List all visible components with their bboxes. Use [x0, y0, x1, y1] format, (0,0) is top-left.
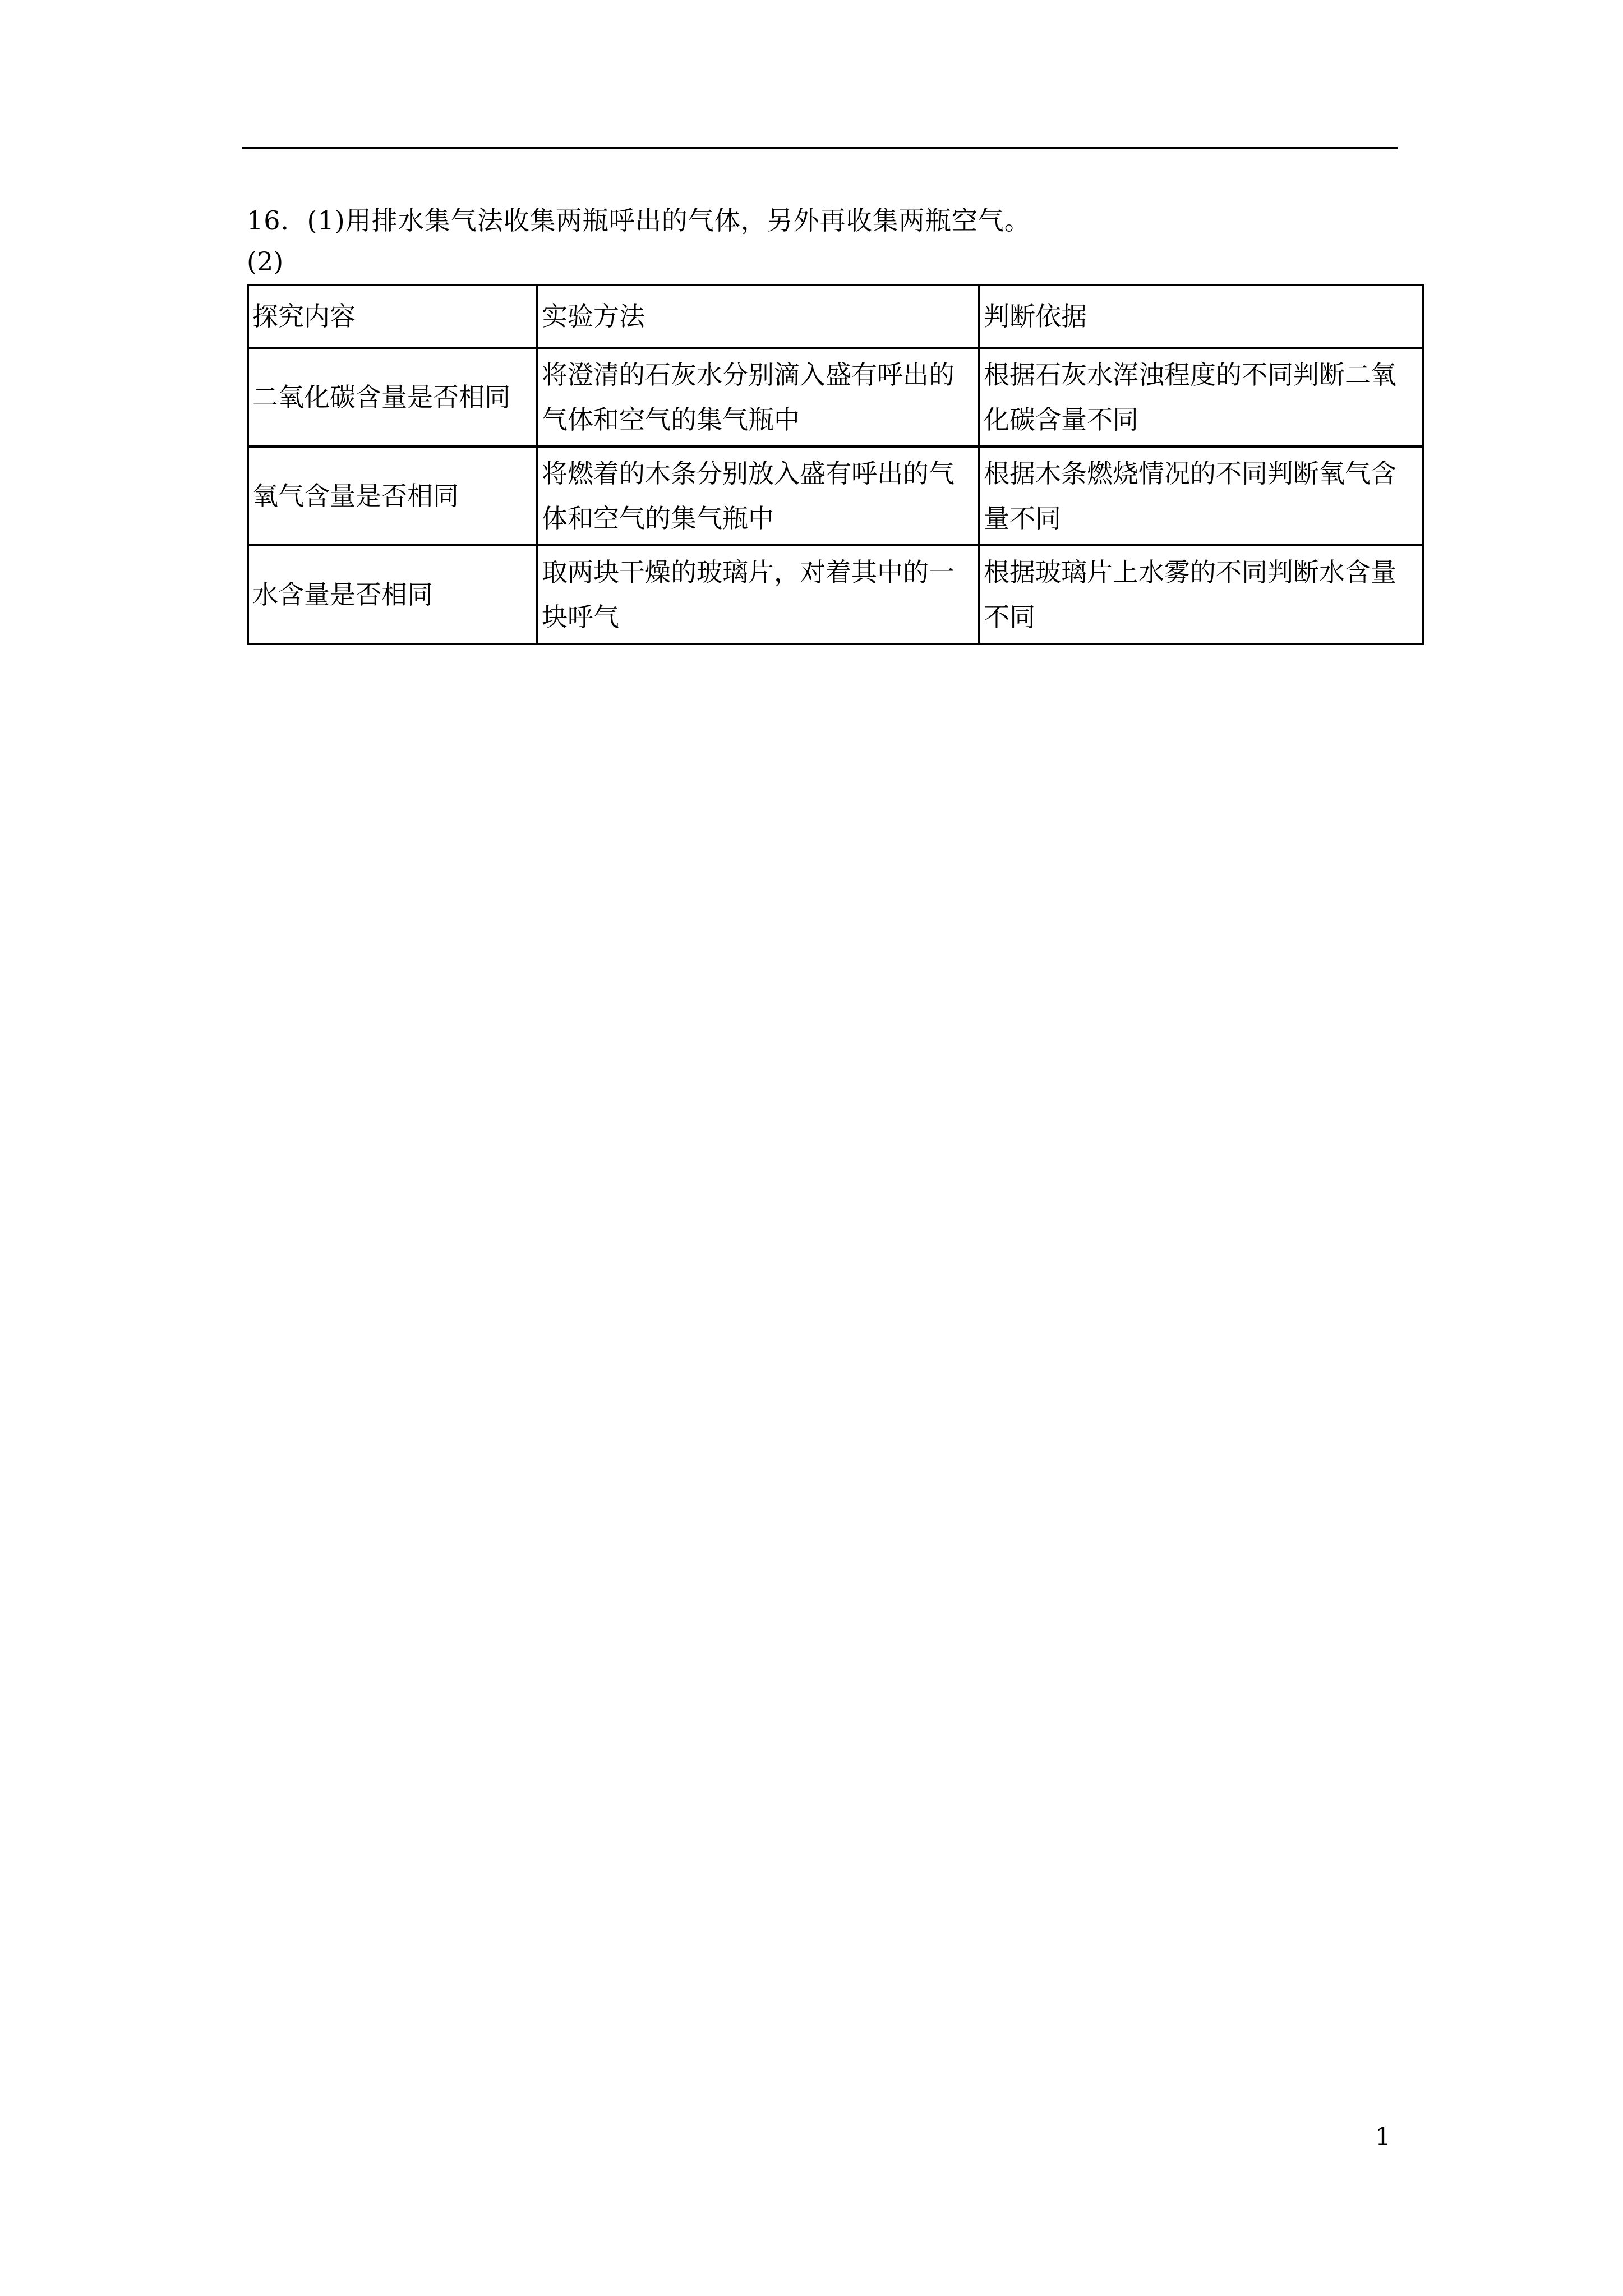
- table-cell: 根据石灰水浑浊程度的不同判断二氧化碳含量不同: [979, 348, 1423, 447]
- table-row: [248, 348, 1423, 447]
- table-row: [248, 545, 1423, 644]
- table-cell: 氧气含量是否相同: [248, 447, 537, 545]
- page-number: 1: [1375, 2123, 1391, 2151]
- table-cell: 将澄清的石灰水分别滴入盛有呼出的气体和空气的集气瓶中: [537, 348, 979, 447]
- answer-table: [247, 284, 1424, 645]
- header-cell-content: 探究内容: [248, 285, 537, 348]
- header-rule: [242, 147, 1398, 149]
- sub-question-label: (2): [247, 246, 284, 277]
- table-row: [248, 447, 1423, 545]
- table-cell: 二氧化碳含量是否相同: [248, 348, 537, 447]
- table-cell: 根据玻璃片上水雾的不同判断水含量不同: [979, 545, 1423, 644]
- table-cell: 取两块干燥的玻璃片，对着其中的一块呼气: [537, 545, 979, 644]
- question-text: 16．(1)用排水集气法收集两瓶呼出的气体，另外再收集两瓶空气。: [247, 205, 1031, 236]
- table-cell: 根据木条燃烧情况的不同判断氧气含量不同: [979, 447, 1423, 545]
- table-cell: 水含量是否相同: [248, 545, 537, 644]
- header-cell-method: 实验方法: [537, 285, 979, 348]
- table-header-row: [248, 285, 1423, 348]
- table-cell: 将燃着的木条分别放入盛有呼出的气体和空气的集气瓶中: [537, 447, 979, 545]
- header-cell-basis: 判断依据: [979, 285, 1423, 348]
